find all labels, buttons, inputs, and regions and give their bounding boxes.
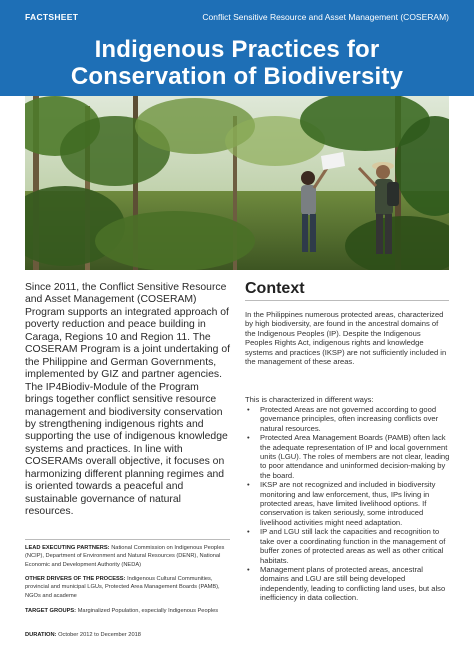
bullet-item: • IP and LGU still lack the capacities and recognition to take over a coordinating function in the management of buffer zones of protected areas as well as other critical habitats. xyxy=(245,527,450,565)
factsheet-tag: FACTSHEET xyxy=(25,12,79,22)
other-drivers-text: Indigenous Cultural Communities, provincial and municipal LGUs, Protected Area Management Boards (PAMB), NGOs and academe xyxy=(25,576,220,599)
duration-text: October 2012 to December 2018 xyxy=(58,632,141,638)
lead-partners-label: LEAD EXECUTING PARTNERS: xyxy=(25,545,110,551)
photo-people-in-forest xyxy=(25,96,449,270)
bullet-item: • Protected Areas are not governed according to good governance principles, often increasing conflicts over natural resources. xyxy=(245,405,450,433)
target-groups xyxy=(25,607,230,615)
lead-partners xyxy=(25,544,230,569)
header-banner xyxy=(0,0,474,96)
target-groups-label: TARGET GROUPS: xyxy=(25,608,77,614)
lead-partners-text: National Commission on Indigenous Peoples (NCIP), Department of Environment and Natural Resources (DENR), National Economic and Development Authority (NEDA) xyxy=(25,545,225,568)
bullet-item: • Management plans of protected areas, ancestral domains and LGU are still being developed independently, leading to conflicting land uses, but also inefficiency in data collection. xyxy=(245,565,450,603)
bullet-item: • Protected Area Management Boards (PAMB) often lack the adequate representation of IP and local government units (LGU). The roles of members are not clear, leading to poor attendance and uninformed decision-making by the board. xyxy=(245,433,450,480)
page-title xyxy=(0,36,474,90)
title-line-1: Indigenous Practices for xyxy=(94,36,380,63)
intro-paragraph: Since 2011, the Conflict Sensitive Resource and Asset Management (COSERAM) Program supports an integrated approach of poverty reduction and peace building in Caraga, Regions 10 and Region 11. The COSERAM Program is a joint undertaking of the Philippine and German Governments, implemented by GIZ and partner agencies. The IP4Biodiv-Module of the Program brings together conflict sensitive resource management and biodiversity conservation by strengthening indigenous rights and supporting the use of indigenous knowledge systems and practices. In line with COSERAMs overall objective, it focuses on harmonizing different planning regimes and is oriented towards a peaceful and sustainable governance of natural resources. xyxy=(25,282,231,518)
program-name: Conflict Sensitive Resource and Asset Management (COSERAM) xyxy=(202,12,449,22)
other-drivers-label: OTHER DRIVERS OF THE PROCESS: xyxy=(25,576,126,582)
bullet-item: • IKSP are not recognized and included in biodiversity monitoring and law enforcement, thus, IPs living in protected areas, have limited livelihood options. If conservation is taken seriously, some introduced livelihood activities might need adaptation. xyxy=(245,480,450,527)
duration xyxy=(25,631,230,639)
context-heading: Context xyxy=(245,280,305,297)
photo-illustration xyxy=(25,96,449,270)
other-drivers xyxy=(25,575,230,600)
title-line-2: Conservation of Biodiversity xyxy=(70,63,404,90)
context-bullet-list xyxy=(245,405,450,603)
context-rule xyxy=(245,300,449,301)
duration-label: DURATION: xyxy=(25,632,57,638)
context-paragraph-1: In the Philippines numerous protected areas, characterized by high biodiversity, are found in the ancestral domains of the Indigenous Peoples (IP). Despite the Indigenous Peoples Rights Act, indigenous rights and knowledge systems and practices (IKSP) are not sufficiently included in the management of these areas. xyxy=(245,310,447,367)
target-groups-text: Marginalized Population, especially Indigenous Peoples xyxy=(77,608,219,614)
context-paragraph-2: This is characterized in different ways: xyxy=(245,395,374,404)
section-divider xyxy=(25,539,230,540)
